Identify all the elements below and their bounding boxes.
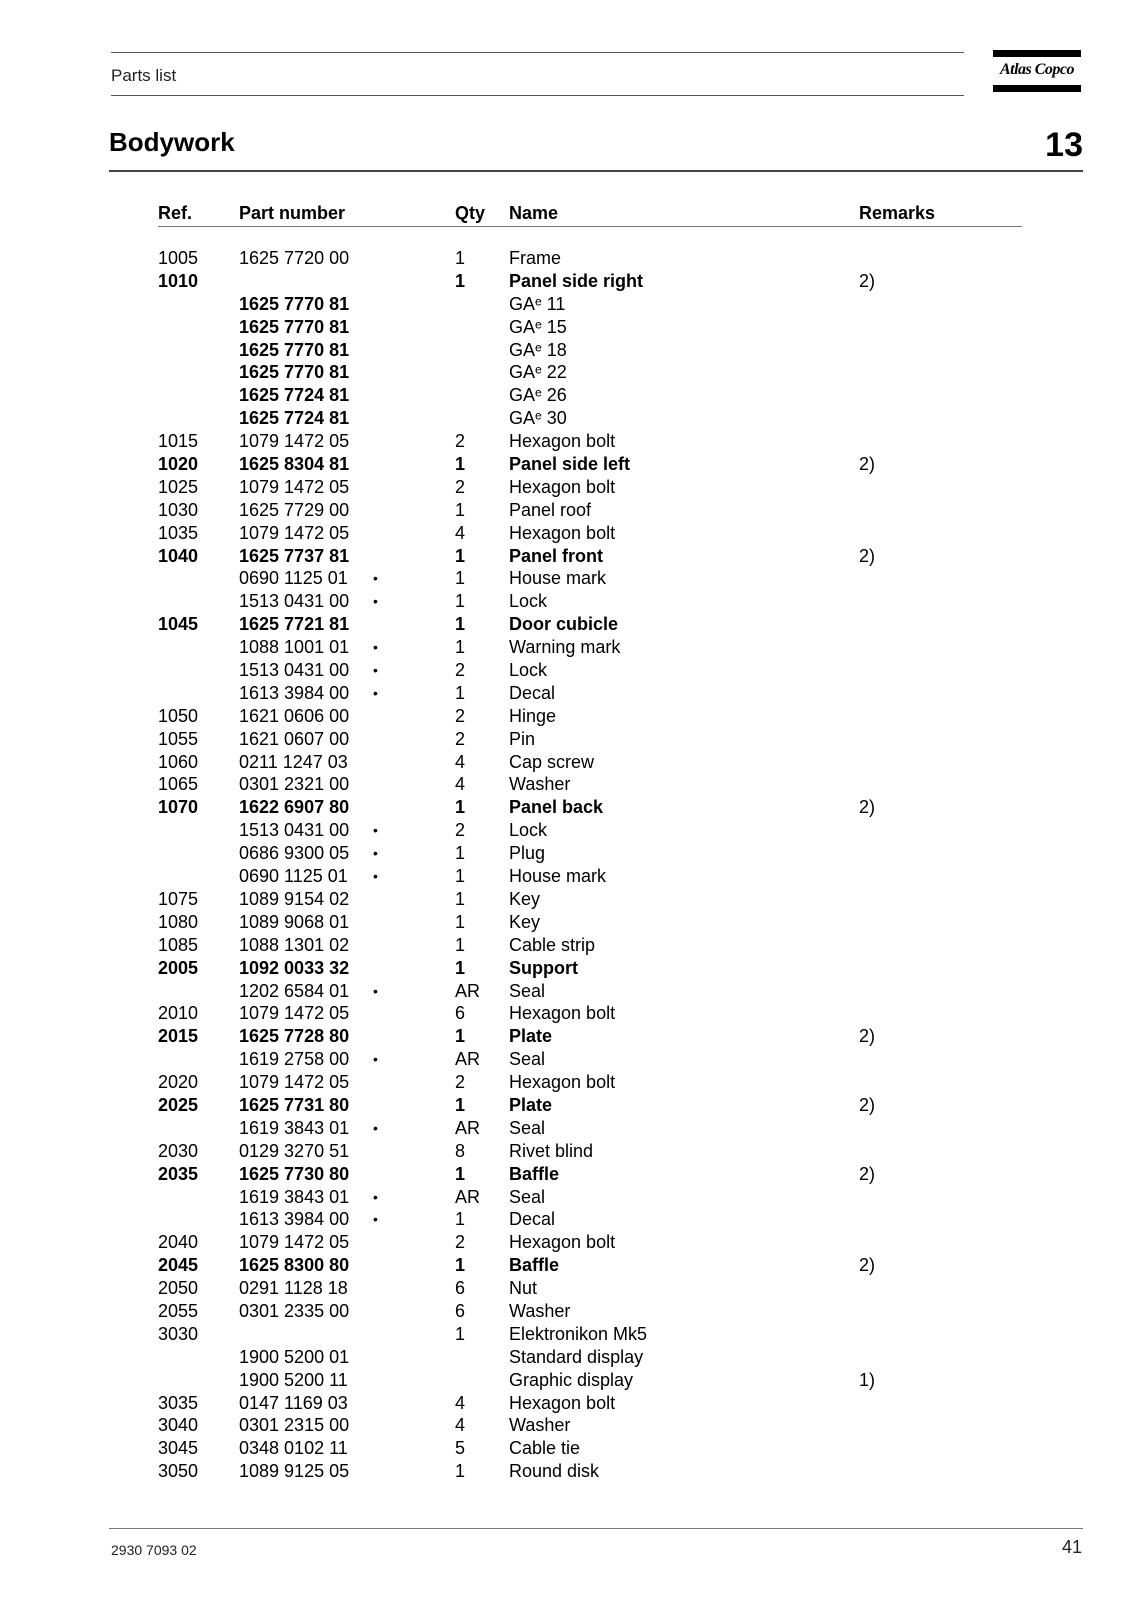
table-row: [0, 384, 1131, 407]
logo-bottom-bar: [993, 85, 1081, 92]
row-qty: 4: [455, 774, 466, 795]
row-bullet: •: [373, 1119, 378, 1136]
row-qty: 1: [455, 682, 466, 703]
row-qty: 1: [455, 499, 466, 520]
row-name: Seal: [509, 980, 546, 1001]
table-row: [0, 842, 1131, 865]
row-qty: 1: [455, 1323, 466, 1344]
table-row: [0, 1140, 1131, 1163]
row-part-number: 1079 1472 05: [239, 476, 350, 497]
table-row: [0, 1437, 1131, 1460]
table-row: [0, 1025, 1131, 1048]
row-remarks: 2): [859, 1094, 876, 1115]
row-part-number: 1619 2758 00: [239, 1049, 350, 1070]
row-ref: 2045: [158, 1255, 199, 1276]
table-row: [0, 1460, 1131, 1483]
section-title: Bodywork: [109, 127, 235, 157]
row-bullet: •: [373, 868, 378, 885]
row-part-number: 0147 1169 03: [239, 1392, 348, 1413]
row-ref: 3030: [158, 1323, 199, 1344]
col-header-name: Name: [509, 203, 559, 223]
row-ref: 1015: [158, 431, 199, 452]
row-qty: 1: [455, 957, 466, 978]
row-name: Seal: [509, 1117, 546, 1138]
table-row: [0, 1048, 1131, 1071]
row-ref: 2025: [158, 1094, 199, 1115]
row-qty: AR: [455, 980, 481, 1001]
row-part-number: 1625 8304 81: [239, 454, 350, 475]
row-name: Panel side left: [509, 454, 631, 475]
row-bullet: •: [373, 639, 378, 656]
footer-rule: [109, 1528, 1083, 1529]
row-name: Warning mark: [509, 637, 621, 658]
row-ref: 1045: [158, 614, 199, 635]
table-row: [0, 888, 1131, 911]
row-ref: 2030: [158, 1140, 199, 1161]
header-bottom-rule: [111, 95, 964, 96]
row-qty: 1: [455, 1094, 466, 1115]
row-part-number: 1625 7770 81: [239, 362, 350, 383]
row-qty: 4: [455, 522, 466, 543]
row-bullet: •: [373, 1188, 378, 1205]
row-qty: 1: [455, 614, 466, 635]
row-ref: 1040: [158, 545, 199, 566]
row-remarks: 2): [859, 454, 876, 475]
row-name: Door cubicle: [509, 614, 619, 635]
row-part-number: 0690 1125 01: [239, 866, 348, 887]
row-qty: 2: [455, 431, 466, 452]
row-part-number: 1619 3843 01: [239, 1186, 350, 1207]
row-qty: 1: [455, 545, 466, 566]
header-label: Parts list: [111, 66, 177, 85]
table-row: [0, 659, 1131, 682]
row-qty: 4: [455, 751, 466, 772]
row-ref: 1050: [158, 705, 199, 726]
row-ref: 1065: [158, 774, 199, 795]
row-ref: 1075: [158, 888, 199, 909]
row-qty: 2: [455, 1232, 466, 1253]
row-ref: 3035: [158, 1392, 199, 1413]
logo-wordmark: Atlas Copco: [999, 61, 1075, 78]
row-name: Cap screw: [509, 751, 595, 772]
table-header-rule: [158, 226, 1022, 227]
row-qty: 2: [455, 705, 466, 726]
row-bullet: •: [373, 1211, 378, 1228]
row-name: Pin: [509, 728, 536, 749]
row-part-number: 1079 1472 05: [239, 431, 350, 452]
row-ref: 1080: [158, 911, 199, 932]
row-part-number: 1625 7729 00: [239, 499, 350, 520]
row-name: GAᵉ 15: [509, 316, 567, 337]
row-ref: 1025: [158, 476, 199, 497]
table-row: [0, 545, 1131, 568]
row-part-number: 1513 0431 00: [239, 591, 350, 612]
table-row: [0, 751, 1131, 774]
row-name: Seal: [509, 1186, 546, 1207]
row-part-number: 1513 0431 00: [239, 660, 350, 681]
row-name: Hexagon bolt: [509, 1392, 616, 1413]
logo-top-bar: [993, 50, 1081, 57]
row-qty: 1: [455, 270, 466, 291]
row-part-number: 1513 0431 00: [239, 820, 350, 841]
row-ref: 2055: [158, 1300, 199, 1321]
row-part-number: 0301 2315 00: [239, 1415, 350, 1436]
table-row: [0, 796, 1131, 819]
row-qty: 1: [455, 866, 466, 887]
col-header-ref: Ref.: [158, 203, 193, 223]
row-qty: AR: [455, 1186, 481, 1207]
table-row: [0, 1231, 1131, 1254]
row-name: Baffle: [509, 1163, 560, 1184]
row-name: Plate: [509, 1094, 553, 1115]
table-row: [0, 499, 1131, 522]
row-name: Washer: [509, 774, 571, 795]
row-name: GAᵉ 22: [509, 362, 567, 383]
row-name: Plug: [509, 843, 546, 864]
row-qty: 6: [455, 1278, 466, 1299]
row-bullet: •: [373, 684, 378, 701]
row-part-number: 1088 1301 02: [239, 934, 350, 955]
row-bullet: •: [373, 845, 378, 862]
row-name: Lock: [509, 660, 548, 681]
row-ref: 3045: [158, 1438, 199, 1459]
table-row: [0, 339, 1131, 362]
table-row: [0, 1323, 1131, 1346]
row-name: GAᵉ 30: [509, 408, 567, 429]
row-ref: 1085: [158, 934, 199, 955]
row-name: Panel back: [509, 797, 604, 818]
table-row: [0, 1369, 1131, 1392]
col-header-part-number: Part number: [239, 203, 346, 223]
table-row: [0, 980, 1131, 1003]
row-qty: 1: [455, 1163, 466, 1184]
table-row: [0, 1117, 1131, 1140]
row-part-number: 1613 3984 00: [239, 1209, 350, 1230]
table-row: [0, 1002, 1131, 1025]
row-part-number: 1621 0607 00: [239, 728, 350, 749]
row-part-number: 1625 7737 81: [239, 545, 350, 566]
row-qty: 1: [455, 1255, 466, 1276]
row-part-number: 1202 6584 01: [239, 980, 350, 1001]
row-part-number: 1089 9068 01: [239, 911, 350, 932]
table-row: [0, 934, 1131, 957]
row-remarks: 2): [859, 1163, 876, 1184]
row-name: Hexagon bolt: [509, 476, 616, 497]
table-row: [0, 773, 1131, 796]
section-rule: [109, 170, 1083, 172]
row-name: Cable strip: [509, 934, 596, 955]
table-row: [0, 819, 1131, 842]
row-qty: 1: [455, 248, 466, 268]
table-row: [0, 247, 1131, 270]
row-name: Graphic display: [509, 1369, 634, 1390]
table-row: [0, 567, 1131, 590]
row-name: Key: [509, 888, 541, 909]
table-row: [0, 453, 1131, 476]
row-part-number: 0686 9300 05: [239, 843, 350, 864]
row-part-number: 0301 2335 00: [239, 1300, 350, 1321]
row-ref: 1070: [158, 797, 199, 818]
row-name: Panel side right: [509, 270, 644, 291]
row-ref: 1030: [158, 499, 199, 520]
table-row: [0, 361, 1131, 384]
row-ref: 2050: [158, 1278, 199, 1299]
row-ref: 3050: [158, 1461, 199, 1482]
row-qty: 1: [455, 911, 466, 932]
row-name: Hinge: [509, 705, 557, 726]
row-ref: 2020: [158, 1072, 199, 1093]
row-name: Standard display: [509, 1346, 644, 1367]
row-part-number: 1625 7770 81: [239, 293, 350, 314]
table-row: [0, 1254, 1131, 1277]
table-row: [0, 590, 1131, 613]
row-part-number: 1079 1472 05: [239, 1072, 350, 1093]
row-ref: 1035: [158, 522, 199, 543]
row-ref: 3040: [158, 1415, 199, 1436]
row-part-number: 1089 9154 02: [239, 888, 350, 909]
row-name: Washer: [509, 1415, 571, 1436]
row-ref: 2015: [158, 1026, 199, 1047]
row-name: House mark: [509, 568, 607, 589]
table-row: [0, 476, 1131, 499]
row-name: Decal: [509, 682, 556, 703]
row-part-number: 0348 0102 11: [239, 1438, 348, 1459]
row-qty: AR: [455, 1117, 481, 1138]
row-remarks: 1): [859, 1369, 876, 1390]
row-part-number: 0291 1128 18: [239, 1278, 348, 1299]
document-code: 2930 7093 02: [111, 1542, 197, 1558]
row-qty: 1: [455, 797, 466, 818]
table-row: [0, 636, 1131, 659]
row-qty: 2: [455, 476, 466, 497]
row-ref: 1060: [158, 751, 199, 772]
row-ref: 2035: [158, 1163, 199, 1184]
table-row: [0, 316, 1131, 339]
row-part-number: 1613 3984 00: [239, 682, 350, 703]
table-row: [0, 1208, 1131, 1231]
row-part-number: 1625 7720 00: [239, 248, 350, 268]
row-part-number: 0129 3270 51: [239, 1140, 350, 1161]
atlas-copco-logo: [993, 50, 1081, 94]
row-name: Frame: [509, 248, 562, 268]
row-name: Round disk: [509, 1461, 600, 1482]
row-name: Rivet blind: [509, 1140, 594, 1161]
row-name: Hexagon bolt: [509, 431, 616, 452]
row-remarks: 2): [859, 545, 876, 566]
table-row: [0, 522, 1131, 545]
row-name: Hexagon bolt: [509, 1072, 616, 1093]
row-qty: 2: [455, 820, 466, 841]
table-row: [0, 407, 1131, 430]
table-row: [0, 1392, 1131, 1415]
row-name: Decal: [509, 1209, 556, 1230]
row-part-number: 1625 7724 81: [239, 408, 350, 429]
table-row: [0, 1163, 1131, 1186]
row-name: Support: [509, 957, 578, 978]
row-name: Washer: [509, 1300, 571, 1321]
row-ref: 1055: [158, 728, 199, 749]
section-number: 13: [1045, 126, 1083, 164]
row-bullet: •: [373, 1051, 378, 1068]
row-name: Hexagon bolt: [509, 1003, 616, 1024]
row-part-number: 0690 1125 01: [239, 568, 348, 589]
row-qty: 1: [455, 934, 466, 955]
row-part-number: 1088 1001 01: [239, 637, 350, 658]
row-qty: 4: [455, 1392, 466, 1413]
row-qty: 4: [455, 1415, 466, 1436]
table-row: [0, 911, 1131, 934]
row-ref: 1020: [158, 454, 199, 475]
row-ref: 2010: [158, 1003, 199, 1024]
row-qty: 1: [455, 1026, 466, 1047]
row-part-number: 1625 7730 80: [239, 1163, 350, 1184]
parts-table-body: [0, 247, 1131, 1483]
row-part-number: 1625 7770 81: [239, 339, 350, 360]
row-remarks: 2): [859, 1026, 876, 1047]
row-part-number: 1619 3843 01: [239, 1117, 350, 1138]
row-name: Lock: [509, 591, 548, 612]
row-name: GAᵉ 11: [509, 293, 566, 314]
row-part-number: 1079 1472 05: [239, 1232, 350, 1253]
col-header-remarks: Remarks: [859, 203, 936, 223]
table-row: [0, 1414, 1131, 1437]
row-name: Elektronikon Mk5: [509, 1323, 648, 1344]
row-qty: 6: [455, 1003, 466, 1024]
row-part-number: 1625 7770 81: [239, 316, 350, 337]
row-qty: 1: [455, 1209, 466, 1230]
row-remarks: 2): [859, 797, 876, 818]
row-name: Hexagon bolt: [509, 1232, 616, 1253]
row-name: House mark: [509, 866, 607, 887]
row-name: Key: [509, 911, 541, 932]
row-part-number: 1089 9125 05: [239, 1461, 350, 1482]
row-remarks: 2): [859, 270, 876, 291]
table-row: [0, 1094, 1131, 1117]
row-part-number: 1621 0606 00: [239, 705, 350, 726]
row-bullet: •: [373, 570, 378, 587]
row-part-number: 0211 1247 03: [239, 751, 348, 772]
table-row: [0, 1277, 1131, 1300]
row-bullet: •: [373, 593, 378, 610]
row-qty: 1: [455, 1461, 466, 1482]
row-name: Panel front: [509, 545, 604, 566]
page-number: 41: [1061, 1537, 1082, 1557]
table-row: [0, 957, 1131, 980]
row-name: Cable tie: [509, 1438, 581, 1459]
row-part-number: 1625 7731 80: [239, 1094, 350, 1115]
row-bullet: •: [373, 982, 378, 999]
row-qty: 8: [455, 1140, 466, 1161]
table-row: [0, 1186, 1131, 1209]
row-qty: 6: [455, 1300, 466, 1321]
row-part-number: 0301 2321 00: [239, 774, 350, 795]
row-part-number: 1079 1472 05: [239, 522, 350, 543]
row-ref: 2040: [158, 1232, 199, 1253]
row-name: Hexagon bolt: [509, 522, 616, 543]
header-top-rule: [111, 52, 964, 53]
row-name: Panel roof: [509, 499, 592, 520]
row-ref: 1005: [158, 248, 199, 268]
row-qty: 1: [455, 591, 466, 612]
row-name: Plate: [509, 1026, 553, 1047]
row-name: GAᵉ 26: [509, 385, 567, 406]
row-part-number: 1900 5200 01: [239, 1346, 350, 1367]
table-row: [0, 613, 1131, 636]
row-part-number: 1625 8300 80: [239, 1255, 350, 1276]
row-qty: AR: [455, 1049, 481, 1070]
row-qty: 1: [455, 843, 466, 864]
table-row: [0, 1346, 1131, 1369]
row-name: GAᵉ 18: [509, 339, 567, 360]
table-row: [0, 270, 1131, 293]
row-ref: 2005: [158, 957, 199, 978]
table-row: [0, 430, 1131, 453]
row-qty: 2: [455, 728, 466, 749]
row-qty: 2: [455, 1072, 466, 1093]
table-row: [0, 1300, 1131, 1323]
row-qty: 2: [455, 660, 466, 681]
table-row: [0, 1071, 1131, 1094]
row-part-number: 1079 1472 05: [239, 1003, 350, 1024]
row-qty: 5: [455, 1438, 466, 1459]
row-name: Baffle: [509, 1255, 560, 1276]
table-row: [0, 293, 1131, 316]
table-row: [0, 682, 1131, 705]
row-qty: 1: [455, 888, 466, 909]
table-row: [0, 705, 1131, 728]
row-remarks: 2): [859, 1255, 876, 1276]
table-row: [0, 865, 1131, 888]
row-part-number: 1625 7724 81: [239, 385, 350, 406]
row-qty: 1: [455, 637, 466, 658]
row-part-number: 1625 7721 81: [239, 614, 350, 635]
row-qty: 1: [455, 454, 466, 475]
row-qty: 1: [455, 568, 466, 589]
col-header-qty: Qty: [455, 203, 486, 223]
row-part-number: 1092 0033 32: [239, 957, 350, 978]
row-ref: 1010: [158, 270, 199, 291]
row-part-number: 1625 7728 80: [239, 1026, 350, 1047]
row-bullet: •: [373, 662, 378, 679]
row-part-number: 1622 6907 80: [239, 797, 350, 818]
row-name: Seal: [509, 1049, 546, 1070]
row-name: Nut: [509, 1278, 538, 1299]
row-name: Lock: [509, 820, 548, 841]
row-part-number: 1900 5200 11: [239, 1369, 348, 1390]
table-row: [0, 728, 1131, 751]
row-bullet: •: [373, 822, 378, 839]
